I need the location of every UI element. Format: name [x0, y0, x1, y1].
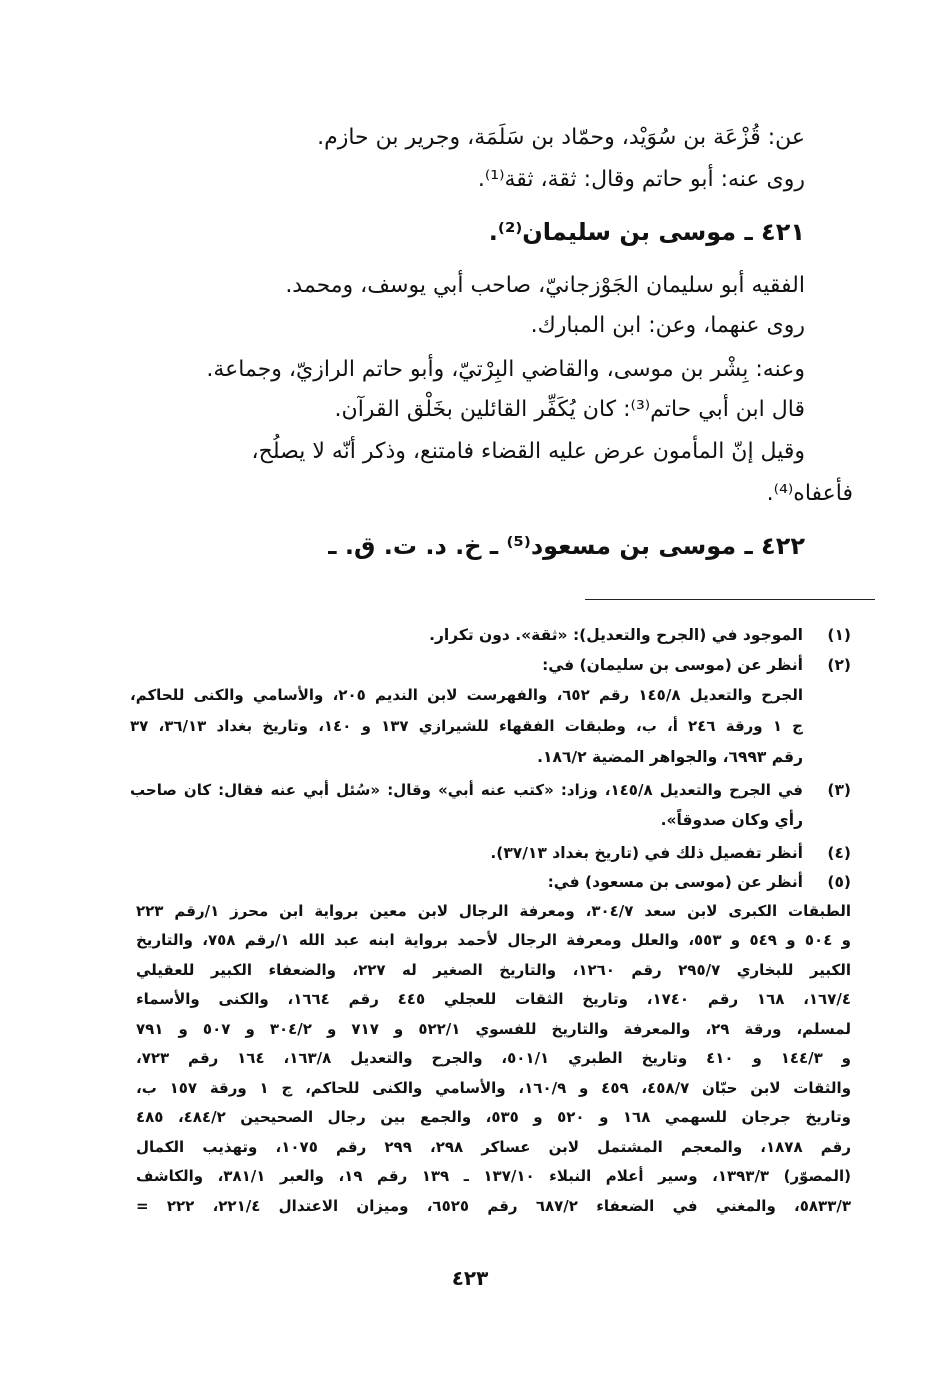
footnote-4: أنظر تفصيل ذلك في (تاريخ بغداد ٣٧/١٣). — [490, 844, 803, 862]
footnote-5-line: ٥٨٣٣/٣، والمغني في الضعفاء ٦٨٧/٢ رقم ٦٥٢٥، وميزان الاعتدال ٢٢١/٤، ٢٢٢ = — [136, 1197, 851, 1215]
footnote-number-4: (٤) — [827, 844, 851, 862]
biography-line: الفقيه أبو سليمان الجَوْزجانيّ، صاحب أبي يوسف، ومحمد. — [285, 273, 805, 298]
footnote-3-line: في الجرح والتعديل ١٤٥/٨، وزاد: «كتب عنه أبي» وقال: «سُئل أبي عنه فقال: كان صاحب — [130, 781, 804, 799]
footnote-number-2: (٢) — [827, 656, 851, 674]
footnote-2-title: أنظر عن (موسى بن سليمان) في: — [542, 656, 803, 674]
footnote-5-line: لمسلم، ورقة ٢٩، والمعرفة والتاريخ للفسوي ٥٢٢/١ و ٧١٧ و ٣٠٤/٢ و ٥٠٧ و ٧٩١ — [136, 1020, 852, 1038]
footnote-5-line: وتاريخ جرجان للسهمي ١٦٨ و ٥٢٠ و ٥٣٥، والجمع بين رجال الصحيحين ٤٨٤/٢، ٤٨٥ — [136, 1108, 852, 1126]
footnote-5-line: والثقات لابن حبّان ٤٥٨/٧، ٤٥٩ و ١٦٠/٩، والأسامي والكنى للحاكم، ج ١ ورقة ١٥٧ ب، — [136, 1079, 852, 1097]
narrated-from-line: روى عنهما، وعن: ابن المبارك. — [530, 313, 805, 338]
footnote-5-line: و ١٤٤/٣ و ٤١٠ وتاريخ الطبري ٥٠١/١، والجرح والتعديل ١٦٣/٨، ١٦٤ رقم ٧٢٣، — [136, 1049, 852, 1067]
narrators-line: روى عنه: أبو حاتم وقال: ثقة، ثقة⁽¹⁾. — [477, 167, 805, 192]
footnote-2-line: الجرح والتعديل ١٤٥/٨ رقم ٦٥٢، والفهرست لابن النديم ٢٠٥، والأسامي والكنى للحاكم، — [130, 686, 803, 704]
entry-heading-421: ٤٢١ ـ موسى بن سليمان⁽²⁾. — [488, 218, 805, 246]
footnote-5-line: ١٦٧/٤، ١٦٨ رقم ١٧٤٠، وتاريخ الثقات للعجلي ٤٤٥ رقم ١٦٦٤، والكنى والأسماء — [136, 990, 852, 1008]
judgeship-line: وقيل إنّ المأمون عرض عليه القضاء فامتنع، وذكر أنّه لا يصلُح، — [251, 439, 805, 464]
footnote-5-line: و ٥٠٤ و ٥٤٩ و ٥٥٣، والعلل ومعرفة الرجال لأحمد برواية ابنه عبد الله ١/رقم ٧٥٨، والتاريخ — [136, 931, 852, 949]
footnote-5-line: (المصوّر) ١٣٩٣/٣، وسير أعلام النبلاء ١٣٧/١٠ ـ ١٣٩ رقم ١٩، والعبر ٣٨١/١، والكاشف — [136, 1167, 851, 1185]
footnote-separator — [585, 599, 875, 600]
footnote-2-line: ج ١ ورقة ٢٤٦ أ، ب، وطبقات الفقهاء للشيرازي ١٣٧ و ١٤٠، وتاريخ بغداد ٣٦/١٣، ٣٧ — [130, 717, 803, 735]
footnote-number-5: (٥) — [827, 873, 851, 891]
entry-heading-422: ٤٢٢ ـ موسى بن مسعود⁽⁵⁾ ـ خ. د. ت. ق. ـ — [328, 532, 805, 560]
footnote-1: الموجود في (الجرح والتعديل): «ثقة». دون تكرار. — [429, 626, 803, 644]
quote-line: قال ابن أبي حاتم⁽³⁾: كان يُكَفِّر القائلين بخَلْق القرآن. — [334, 397, 805, 422]
page-number: ٤٢٣ — [451, 1266, 489, 1290]
footnote-number-1: (١) — [827, 626, 851, 644]
footnote-5-title: أنظر عن (موسى بن مسعود) في: — [547, 873, 803, 891]
students-line: وعنه: بِشْر بن موسى، والقاضي البِرْتيّ، وأبو حاتم الرازيّ، وجماعة. — [206, 357, 805, 382]
judgeship-line-end: فأعفاه⁽⁴⁾. — [766, 481, 853, 506]
footnote-5-line: الطبقات الكبرى لابن سعد ٣٠٤/٧، ومعرفة الرجال لابن معين برواية ابن محرز ١/رقم ٢٢٣ — [136, 902, 852, 920]
teachers-line: عن: قُزْعَة بن سُوَيْد، وحمّاد بن سَلَمَة، وجرير بن حازم. — [317, 125, 805, 150]
footnote-3-line: رأي وكان صدوقاً». — [660, 811, 803, 829]
footnote-number-3: (٣) — [827, 781, 851, 799]
footnote-5-line: رقم ١٨٧٨، والمعجم المشتمل لابن عساكر ٢٩٨، ٢٩٩ رقم ١٠٧٥، وتهذيب الكمال — [136, 1138, 851, 1156]
footnote-2-line: رقم ٦٩٩٣، والجواهر المضية ١٨٦/٢. — [537, 748, 803, 766]
footnote-5-line: الكبير للبخاري ٢٩٥/٧ رقم ١٢٦٠، والتاريخ الصغير له ٢٢٧، والضعفاء الكبير للعقيلي — [136, 961, 851, 979]
